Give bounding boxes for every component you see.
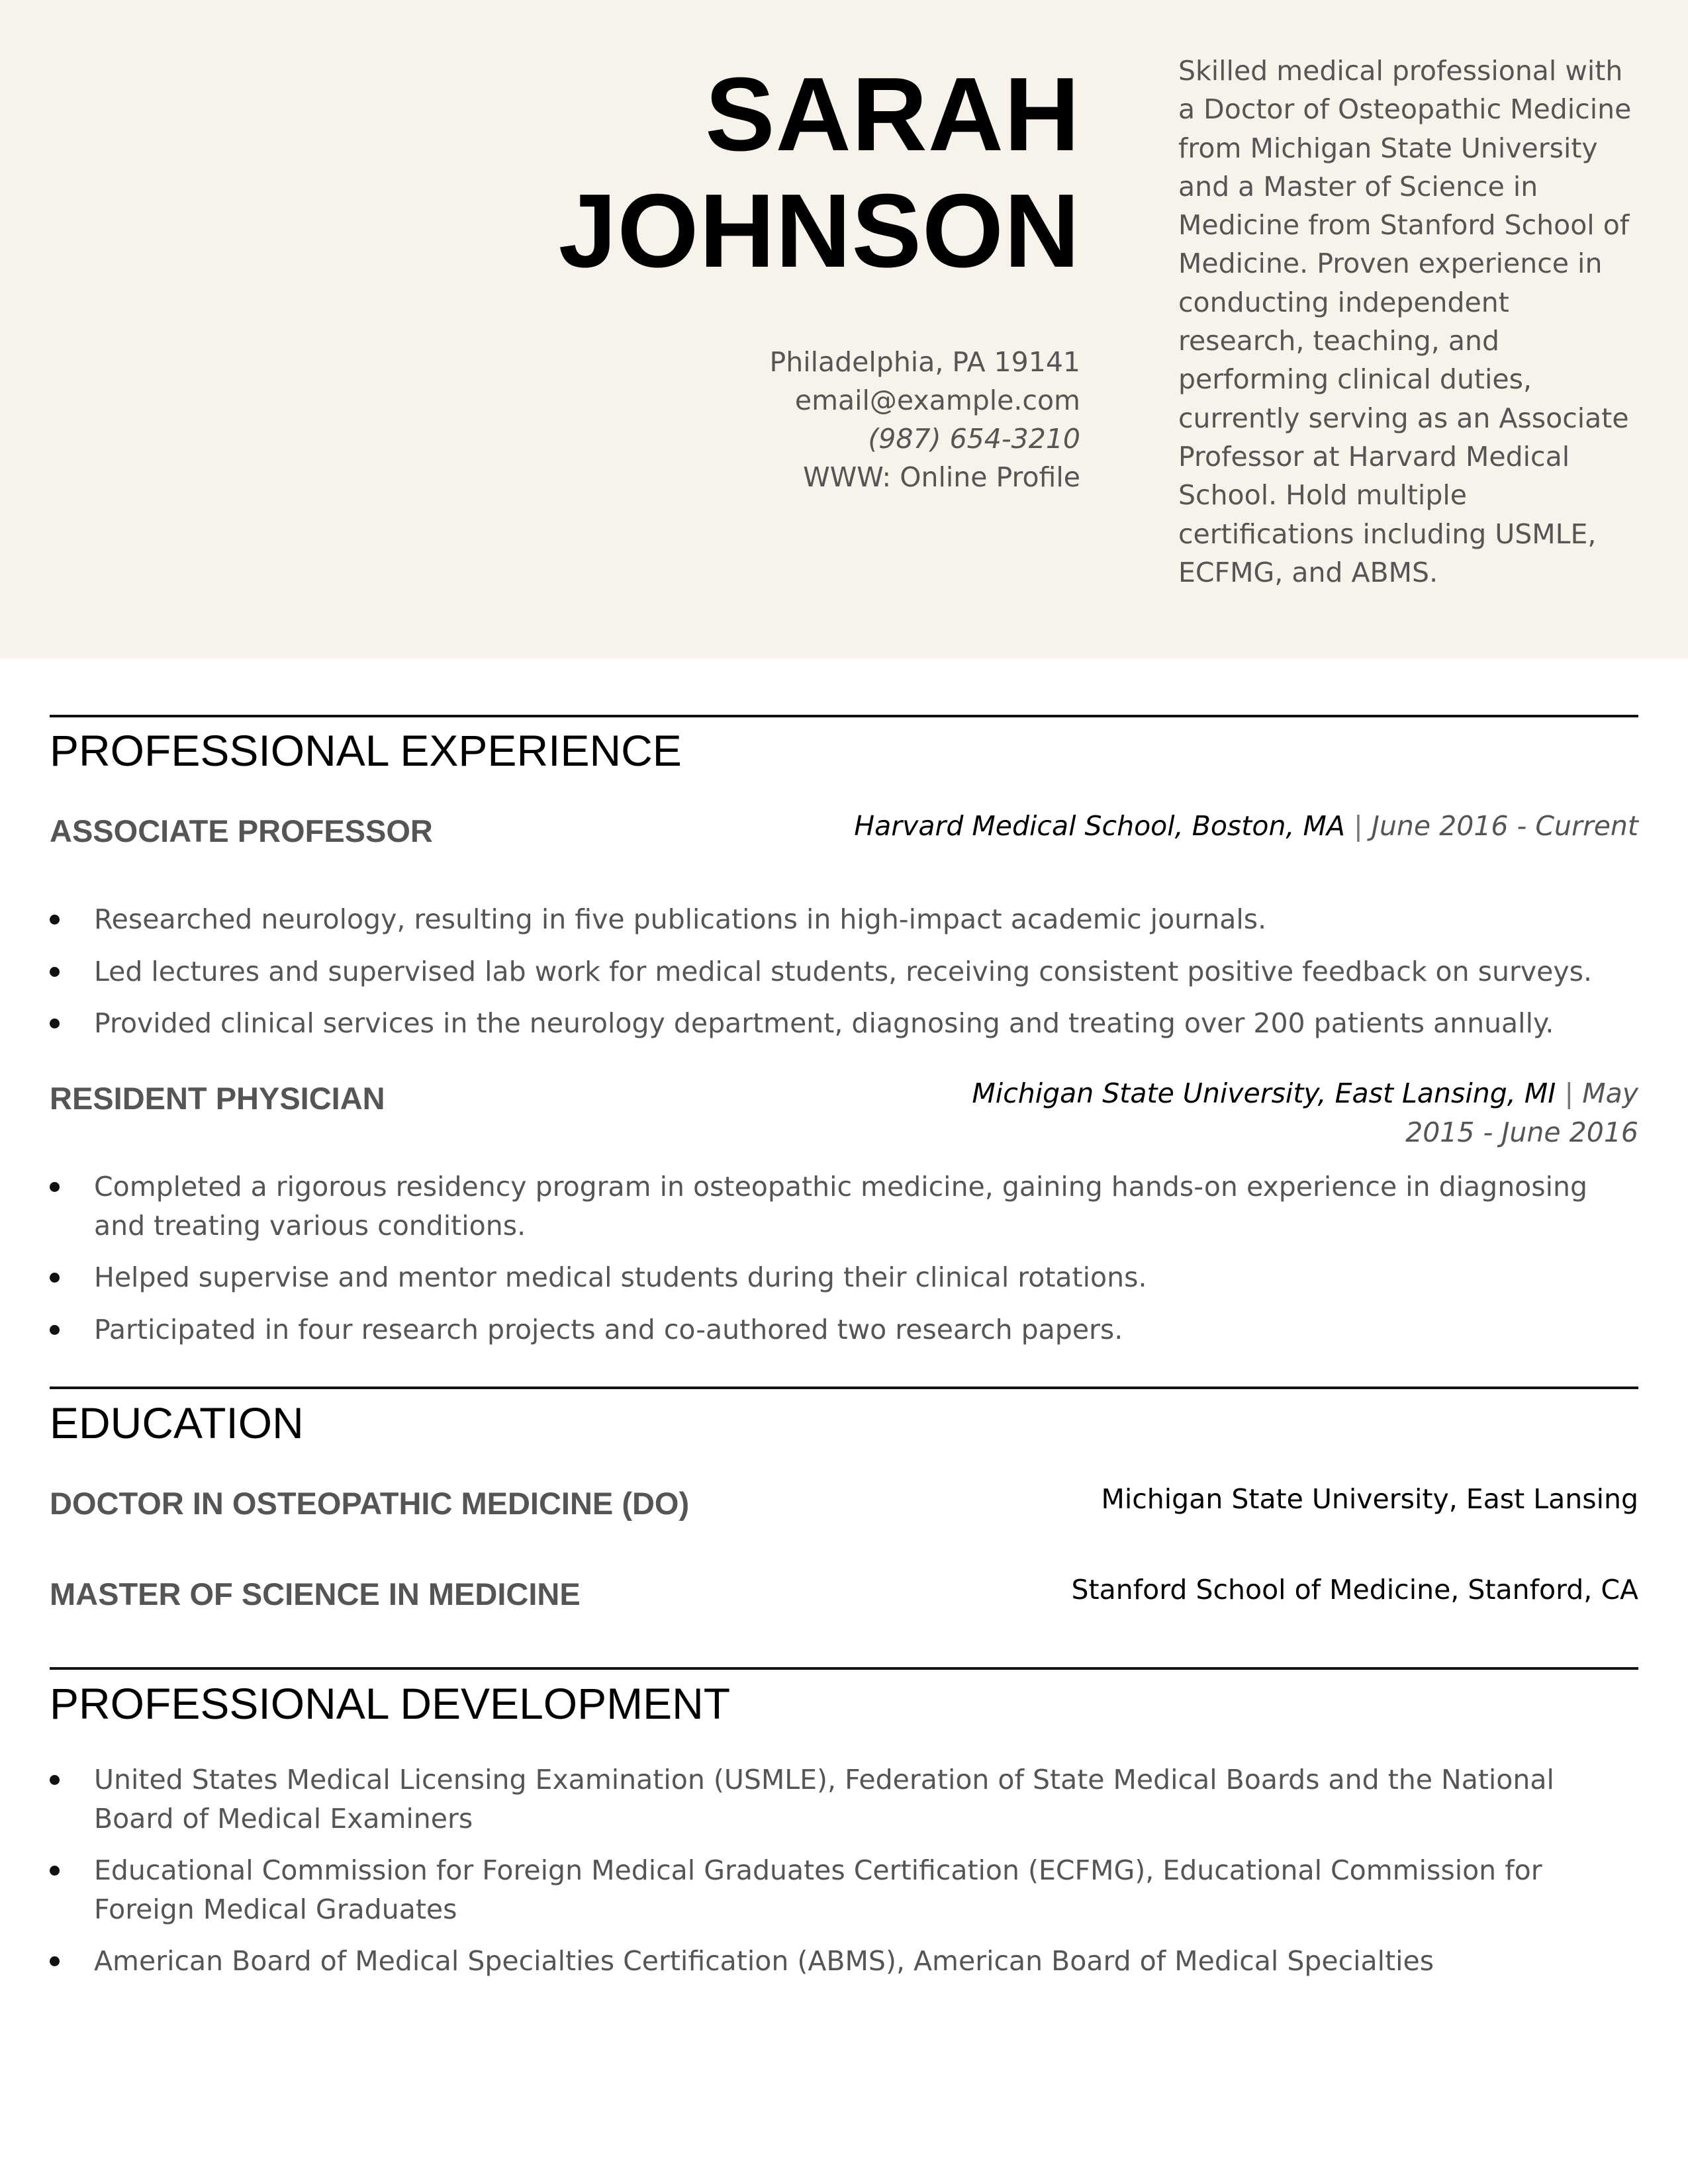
section-divider bbox=[50, 1387, 1638, 1389]
address: Philadelphia, PA 19141 bbox=[769, 346, 1080, 378]
job-org: Michigan State University bbox=[972, 1077, 1318, 1109]
school: Stanford School of Medicine, Stanford, CA bbox=[1071, 1574, 1638, 1606]
job-bullets bbox=[50, 900, 1638, 1056]
list-item: Participated in four research projects and co-authored two research papers. bbox=[50, 1310, 1638, 1349]
section-title-development: PROFESSIONAL DEVELOPMENT bbox=[50, 1679, 731, 1728]
list-item: Helped supervise and mentor medical students during their clinical rotations. bbox=[50, 1258, 1638, 1297]
website-link[interactable]: WWW: Online Profile bbox=[803, 461, 1080, 493]
job-dates: May 2015 - June 2016 bbox=[1405, 1077, 1638, 1148]
summary: Skilled medical professional with a Doctor of Osteopathic Medicine from Michigan State University and a Master of Science in Medicine from Stanford School of Medicine. Proven experience in conducting independent research, teaching, and performing clinical duties, currently serving as an Associate Professor at Harvard Medical School. Hold multiple certifications including USMLE, ECFMG, and ABMS. bbox=[1178, 55, 1632, 588]
section-title-education: EDUCATION bbox=[50, 1398, 304, 1447]
email-link[interactable]: email@example.com bbox=[794, 385, 1080, 416]
contact-info bbox=[770, 343, 1080, 496]
list-item: Researched neurology, resulting in five publications in high-impact academic journals. bbox=[50, 900, 1638, 939]
list-item: United States Medical Licensing Examination (USMLE), Federation of State Medical Boards and the National Board of Medical Examiners bbox=[50, 1760, 1638, 1838]
development-bullets bbox=[50, 1760, 1638, 1994]
list-item: American Board of Medical Specialties Certification (ABMS), American Board of Medical Specialties bbox=[50, 1942, 1638, 1981]
section-divider bbox=[50, 1667, 1638, 1670]
degree-title: MASTER OF SCIENCE IN MEDICINE bbox=[50, 1576, 581, 1612]
section-title-experience: PROFESSIONAL EXPERIENCE bbox=[50, 726, 682, 775]
name-first: SARAH bbox=[705, 56, 1080, 173]
phone: (987) 654-3210 bbox=[868, 423, 1080, 455]
section-divider bbox=[50, 715, 1638, 717]
name-last: JOHNSON bbox=[558, 173, 1080, 289]
job-location: East Lansing, MI bbox=[1335, 1077, 1556, 1109]
job-meta: Michigan State University, East Lansing, MI | May 2015 - June 2016 bbox=[972, 1077, 1638, 1148]
list-item: Led lectures and supervised lab work for medical students, receiving consistent positive feedback on surveys. bbox=[50, 952, 1638, 991]
list-item: Educational Commission for Foreign Medical Graduates Certification (ECFMG), Educational Commission for Foreign Medical Graduates bbox=[50, 1851, 1638, 1929]
job-meta: Harvard Medical School, Boston, MA | June 2016 - Current bbox=[854, 810, 1638, 842]
job-bullets bbox=[50, 1167, 1638, 1362]
degree-title: DOCTOR IN OSTEOPATHIC MEDICINE (DO) bbox=[50, 1486, 690, 1521]
job-title: RESIDENT PHYSICIAN bbox=[50, 1081, 385, 1116]
candidate-name bbox=[559, 56, 1080, 289]
list-item: Completed a rigorous residency program in osteopathic medicine, gaining hands-on experience in diagnosing and treating various conditions. bbox=[50, 1167, 1638, 1245]
job-location: Boston, MA bbox=[1192, 810, 1345, 842]
job-dates: June 2016 - Current bbox=[1371, 810, 1638, 842]
job-org: Harvard Medical School bbox=[854, 810, 1175, 842]
list-item: Provided clinical services in the neurology department, diagnosing and treating over 200 patients annually. bbox=[50, 1004, 1638, 1043]
school: Michigan State University, East Lansing bbox=[1101, 1483, 1638, 1515]
job-title: ASSOCIATE PROFESSOR bbox=[50, 813, 433, 848]
